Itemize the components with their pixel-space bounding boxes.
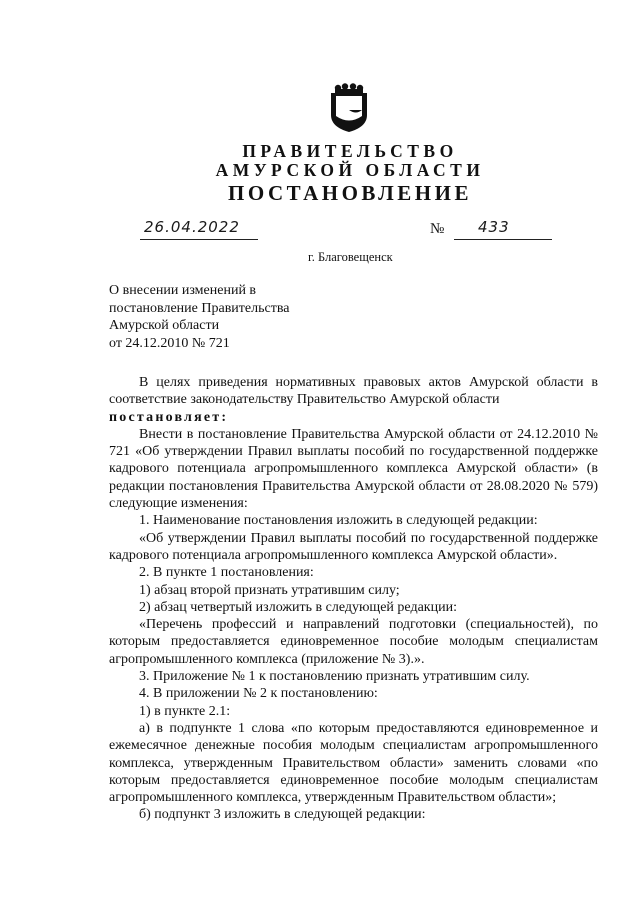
number-label: № — [430, 221, 445, 237]
body-paragraph: 1. Наименование постановления изложить в следующей редакции: — [139, 513, 538, 529]
body-paragraph: 3. Приложение № 1 к постановлению признать утратившим силу. — [139, 669, 530, 685]
region-title: АМУРСКОЙ ОБЛАСТИ — [215, 160, 485, 180]
subject-line: постановление Правительства — [109, 300, 290, 316]
body-paragraph: а) в подпункте 1 слова «по которым предоставляются единовременное и ежемесячное денежные пособия молодым специалистам агропромышленного комплекса, утвержденным Правительством области» заменить словами «по которым предоставляется единовременное пособие молодым специалистам агропромышленного комплекса, утвержденным Правительством области»; — [109, 720, 598, 806]
body-paragraph: 1) в пункте 2.1: — [139, 703, 231, 719]
subject-line: от 24.12.2010 № 721 — [109, 335, 230, 351]
handwritten-number: 433 — [478, 218, 510, 236]
city-name: г. Благовещенск — [308, 250, 393, 264]
document-body — [109, 374, 598, 824]
number-field — [454, 219, 552, 240]
body-paragraph: Внести в постановление Правительства Амурской области от 24.12.2010 № 721 «Об утверждении Правил выплаты пособий по государственной поддержке кадрового потенциала агропромышленного комплекса Амурской области» (в редакции постановления Правительства Амурской области от 28.08.2020 № 579) следующие изменения: — [109, 426, 598, 512]
body-paragraph: б) подпункт 3 изложить в следующей редакции: — [139, 807, 426, 823]
subject-line: О внесении изменений в — [109, 283, 257, 298]
body-paragraph: 2. В пункте 1 постановления: — [139, 565, 314, 581]
preamble-paragraph: В целях приведения нормативных правовых актов Амурской области в соответствие законодательству Правительство Амурской области — [109, 375, 598, 408]
resolves-label: постановляет: — [109, 409, 229, 425]
subject-block — [109, 282, 289, 352]
document-type-title: ПОСТАНОВЛЕНИЕ — [228, 181, 472, 205]
body-paragraph: «Перечень профессий и направлений подготовки (специальностей), по которым предоставляется единовременное пособие молодым специалистам агропромышленного комплекса (приложение № 3).». — [109, 617, 598, 667]
body-paragraph: «Об утверждении Правил выплаты пособий по государственной поддержке кадрового потенциала агропромышленного комплекса Амурской области». — [109, 530, 598, 563]
coat-of-arms-emblem — [327, 83, 371, 133]
resolves-word — [109, 409, 598, 426]
body-paragraph: 1) абзац второй признать утратившим силу; — [139, 582, 400, 598]
handwritten-date: 26.04.2022 — [144, 218, 240, 236]
subject-line: Амурской области — [109, 318, 220, 333]
date-field — [140, 219, 258, 240]
body-paragraph: 4. В приложении № 2 к постановлению: — [139, 686, 378, 702]
body-paragraph: 2) абзац четвертый изложить в следующей редакции: — [139, 599, 457, 615]
government-title: ПРАВИТЕЛЬСТВО — [242, 141, 458, 161]
